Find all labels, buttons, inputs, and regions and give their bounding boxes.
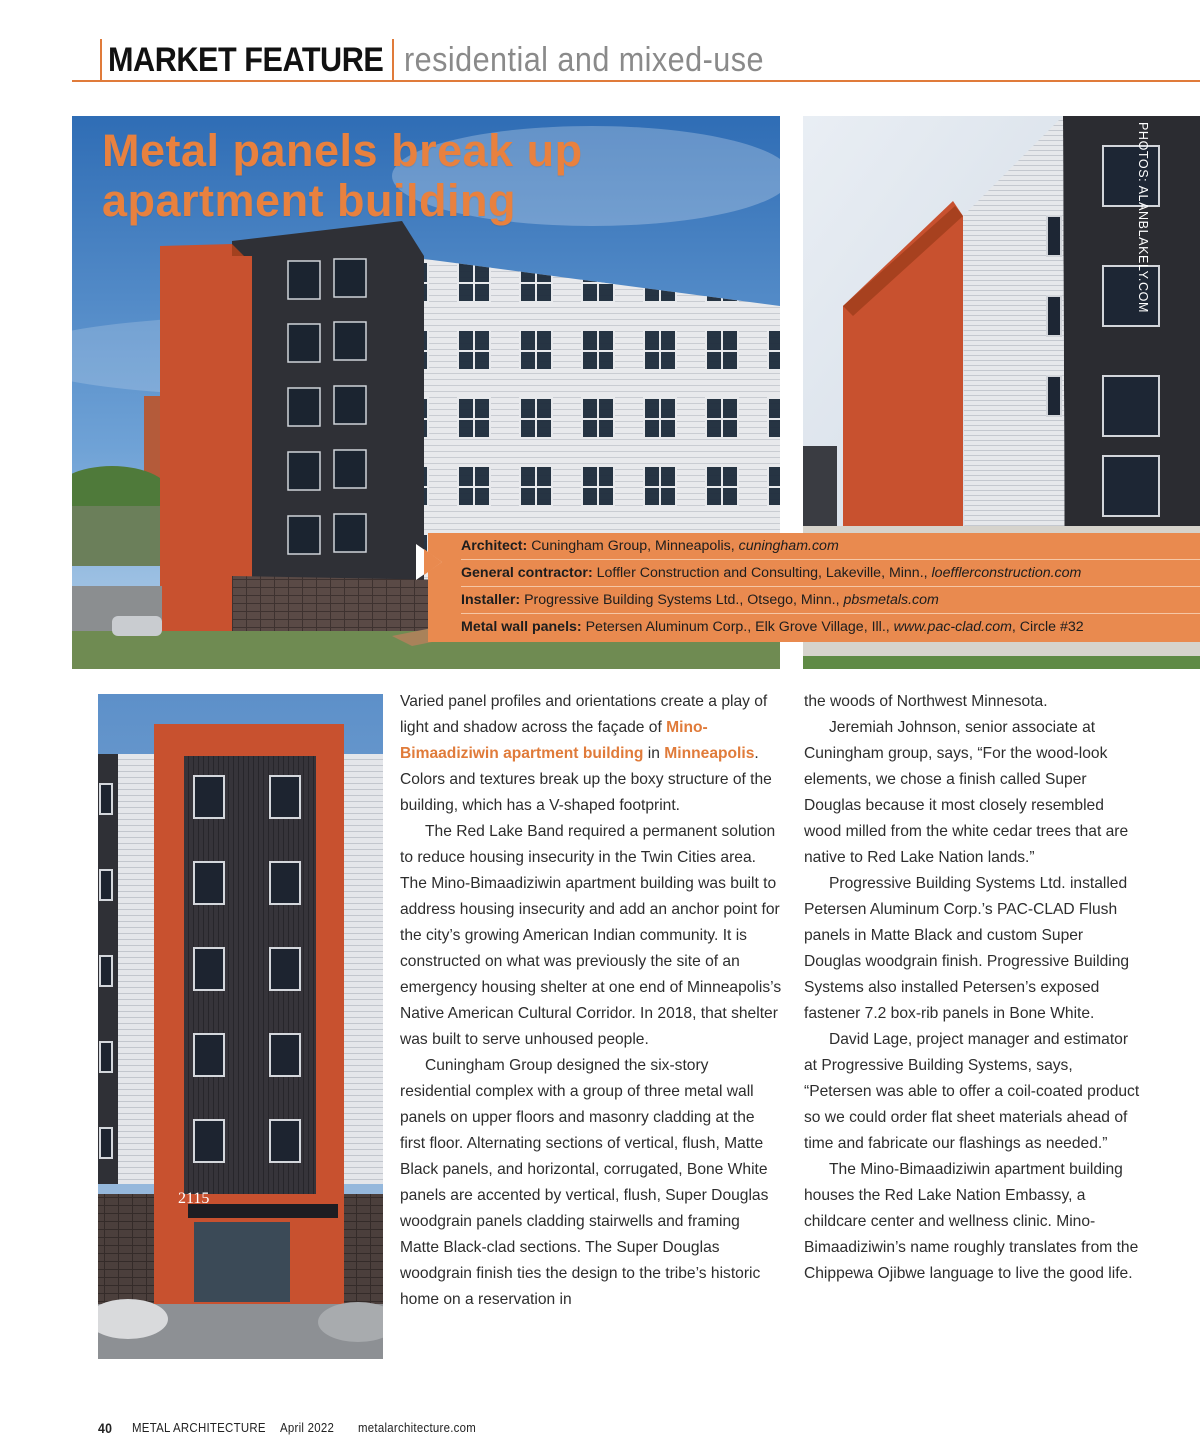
page-number: 40 <box>98 1420 113 1436</box>
credit-tail: , Circle #32 <box>1011 619 1084 635</box>
arrow-icon-inner <box>424 549 442 575</box>
paragraph: Cuningham Group designed the six-story residential complex with a group of three metal wall panels on upper floors and masonry cladding at the first floor. Alternating sections of vertical, flush, Matte Black panels, and horizontal, corrugated, Bone White panels are accented by vertical, flush, Super Douglas woodgrain panels cladding stairwells and framing Matte Black-clad sections. The Super Douglas woodgrain finish ties the design to the tribe’s historic home on a reservation in <box>400 1057 769 1308</box>
headline-line-1: Metal panels break up <box>102 125 583 176</box>
header-divider <box>392 39 394 81</box>
issue-date: April 2022 <box>280 1420 335 1435</box>
credit-text: Petersen Aluminum Corp., Elk Grove Village, Ill., <box>585 619 894 635</box>
paragraph-text: . Colors and textures break up the boxy structure of the building, which has a V-shaped footprint. <box>400 745 772 814</box>
paragraph: Jeremiah Johnson, senior associate at Cuningham group, says, “For the wood-look elements, we chose a finish called Super Douglas because it most closely resembled wood milled from the white cedar trees that are native to Red Lake Nation lands.” <box>804 719 1129 866</box>
section-title: MARKET FEATURE <box>108 40 384 79</box>
credit-text: Loffler Construction and Consulting, Lakeville, Minn., <box>596 565 932 581</box>
paragraph-continued: the woods of Northwest Minnesota. <box>804 693 1048 710</box>
paragraph <box>400 689 782 819</box>
header-divider <box>100 39 102 81</box>
article-column-2 <box>804 689 1144 1287</box>
credit-label: Architect: <box>461 538 528 554</box>
credit-row <box>461 587 1200 614</box>
tall-photo <box>98 694 383 1359</box>
section-header <box>100 38 804 82</box>
section-subtitle: residential and mixed-use <box>403 40 764 79</box>
credits-list <box>461 533 1200 640</box>
article-column-1 <box>400 689 782 1313</box>
article-headline <box>102 126 583 226</box>
credit-text: Progressive Building Systems Ltd., Otsego, Minn., <box>524 592 844 608</box>
magazine-website[interactable]: metalarchitecture.com <box>358 1420 477 1435</box>
paragraph: David Lage, project manager and estimator at Progressive Building Systems, says, “Petersen was able to offer a coil-coated product so we could order flat sheet materials ahead of time and fabricate our flashings as needed.” <box>804 1031 1140 1152</box>
paragraph: The Mino-Bimaadiziwin apartment building houses the Red Lake Nation Embassy, a childcare center and wellness clinic. Mino-Bimaadiziwin’s name roughly translates from the Chippewa Ojibwe language to live the good life. <box>804 1161 1139 1282</box>
credit-link[interactable]: loefflerconstruction.com <box>931 565 1082 581</box>
city-link[interactable]: Minneapolis <box>664 745 755 762</box>
paragraph-text: in <box>643 745 665 762</box>
credit-row <box>461 560 1200 587</box>
building-address-number: 2115 <box>178 1190 210 1207</box>
credit-link[interactable]: pbsmetals.com <box>843 592 939 608</box>
credit-label: Installer: <box>461 592 521 608</box>
credit-link[interactable]: cuningham.com <box>738 538 839 554</box>
building-link[interactable]: Mino-Bimaadiziwin apartment building <box>400 719 708 762</box>
credit-row <box>461 533 1200 560</box>
header-rule <box>72 80 1200 82</box>
project-credits-box <box>428 533 1200 642</box>
paragraph-text: Varied panel profiles and orientations create a play of light and shadow across the façade of <box>400 693 768 736</box>
credit-label: General contractor: <box>461 565 593 581</box>
photo-credit: PHOTOS: ALANBLAKELY.COM <box>1136 122 1150 313</box>
credit-row <box>461 614 1200 640</box>
headline-line-2: apartment building <box>102 175 516 226</box>
credit-link[interactable]: www.pac-clad.com <box>893 619 1012 635</box>
paragraph: Progressive Building Systems Ltd. installed Petersen Aluminum Corp.’s PAC-CLAD Flush panels in Matte Black and custom Super Douglas woodgrain finish. Progressive Building Systems also installed Petersen’s exposed fastener 7.2 box-rib panels in Bone White. <box>804 875 1130 1022</box>
paragraph: The Red Lake Band required a permanent solution to reduce housing insecurity in the Twin Cities area. The Mino-Bimaadiziwin apartment building was built to address housing insecurity and add an anchor point for the city’s growing American Indian community. It is constructed on what was previously the site of an emergency housing shelter at one end of Minneapolis’s Native American Cultural Corridor. In 2018, that shelter was built to serve unhoused people. <box>400 823 782 1048</box>
credit-text: Cuningham Group, Minneapolis, <box>531 538 739 554</box>
credit-label: Metal wall panels: <box>461 619 582 635</box>
magazine-name: METAL ARCHITECTURE <box>132 1420 266 1435</box>
